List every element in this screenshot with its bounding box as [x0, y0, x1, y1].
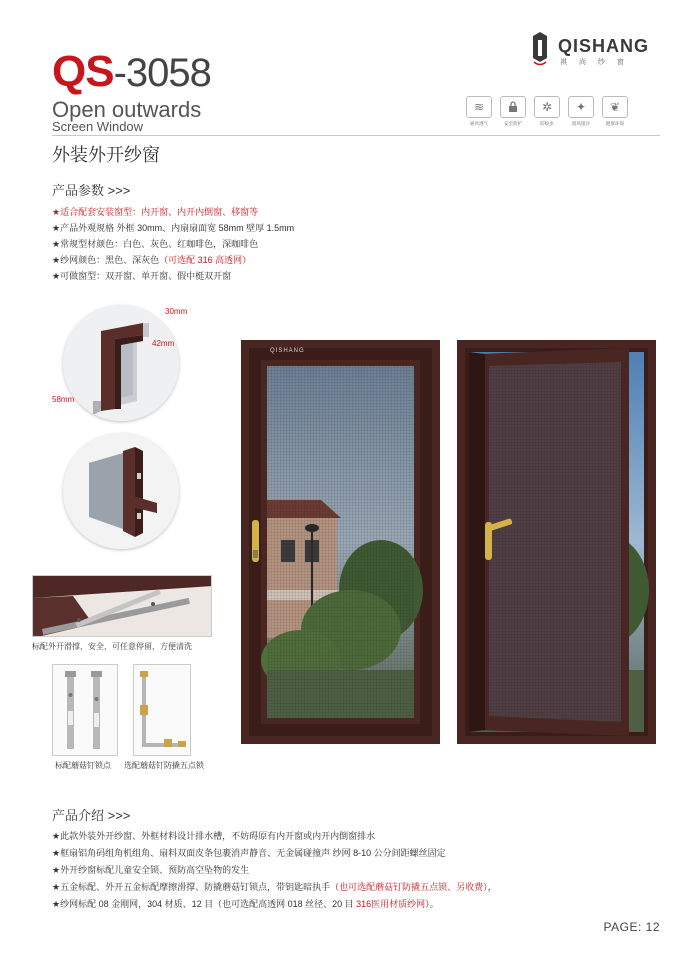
intro-option: （也可选配蘑菇钉防撬五点锁、另收费） [330, 882, 488, 892]
dim-30mm: 30mm [165, 307, 188, 316]
intro-text: ★五金标配、外开五金标配摩擦滑撑、防撬蘑菇钉锁点，带钥匙暗执手 [52, 882, 331, 892]
intro-line: ★此款外装外开纱窗、外框材料设计排水槽，不妨碍原有内开窗或内开内倒窗排水 [52, 831, 376, 841]
feature-label: 通风透气 [469, 121, 488, 127]
params-heading: 产品参数 >>> [52, 183, 131, 198]
page-number: PAGE: 12 [603, 920, 660, 934]
feature-eco [602, 96, 628, 127]
window-open-image [457, 340, 656, 744]
mosquito-icon: ✲ [534, 96, 560, 118]
sparkle-icon: ✦ [568, 96, 594, 118]
leaf-icon: ❦ [602, 96, 628, 118]
param-option: （可选配 316 高透网） [159, 255, 252, 265]
corner-joint-image [63, 433, 179, 549]
lock-icon [500, 96, 526, 118]
feature-label: 防蚊虫 [540, 121, 554, 127]
hinge-caption: 标配外开滑撑，安全，可任意停留，方便清洗 [32, 642, 192, 651]
brand-mark-icon [530, 32, 550, 66]
intro-line: ★框扇铝角码组角机组角、扇料双面皮条包裹消声静音、无金属碰撞声 纱网 8-10 公分间距螺丝固定 [52, 848, 446, 858]
header-divider [52, 135, 660, 136]
feature-ventilation [466, 96, 492, 127]
model-suffix: -3058 [113, 51, 211, 95]
hinge-photo [32, 575, 212, 637]
intro-line [52, 879, 497, 896]
params-list [52, 204, 294, 284]
brand-name: QISHANG [558, 36, 650, 56]
dim-58mm: 58mm [52, 395, 75, 404]
title-english: Open outwards [52, 97, 202, 122]
optional-lock-caption: 选配蘑菇钉防撬五点锁 [124, 761, 204, 770]
intro-list [52, 828, 497, 913]
standard-lock-photo [52, 664, 118, 756]
param-text: ★纱网颜色：黑色、深灰色 [52, 255, 160, 265]
window-closed-image [241, 340, 440, 744]
window-logo: QISHANG [270, 348, 305, 354]
feature-label: 健康环保 [605, 121, 624, 127]
param-line [52, 252, 294, 268]
title-chinese: 外装外开纱窗 [52, 145, 160, 165]
brand-name-cn: 祺 尚 纱 窗 [560, 59, 629, 66]
profile-section-image [63, 305, 179, 421]
subtitle-english: Screen Window [52, 119, 144, 134]
feature-label: 阻风阻沙 [571, 121, 590, 127]
model-number [52, 47, 211, 96]
intro-option: 316医用材质纱网 [356, 899, 426, 909]
ventilation-icon: ≋ [466, 96, 492, 118]
feature-mosquito [534, 96, 560, 127]
feature-windsand [568, 96, 594, 127]
feature-icons [466, 96, 628, 127]
intro-text: ★纱网标配 08 金刚网，304 材质、12 目（也可选配高透网 018 丝径、20 目 [52, 899, 357, 909]
feature-security [500, 96, 526, 127]
param-line: ★可做窗型：双开窗、单开窗、假中梃双开窗 [52, 271, 232, 281]
feature-label: 安全防护 [503, 121, 522, 127]
param-line: ★产品外观规格 外框 30mm、内扇扇面宽 58mm 壁厚 1.5mm [52, 223, 295, 233]
model-prefix: QS [52, 47, 114, 96]
intro-text: ， [487, 882, 497, 892]
intro-heading: 产品介绍 >>> [52, 808, 131, 823]
intro-line [52, 896, 497, 913]
optional-lock-photo [133, 664, 191, 756]
brand-logo [530, 30, 650, 70]
param-line: ★常规型材颜色：白色、灰色、红咖啡色，深咖啡色 [52, 239, 259, 249]
dim-42mm: 42mm [152, 339, 175, 348]
standard-lock-caption: 标配蘑菇钉锁点 [55, 761, 111, 770]
intro-line: ★外开纱窗标配儿童安全锁、预防高空坠物的发生 [52, 865, 250, 875]
intro-text: ）。 [425, 899, 439, 909]
param-line: ★适合配套安装窗型：内开窗、内开内倒窗、移窗等 [52, 207, 259, 217]
